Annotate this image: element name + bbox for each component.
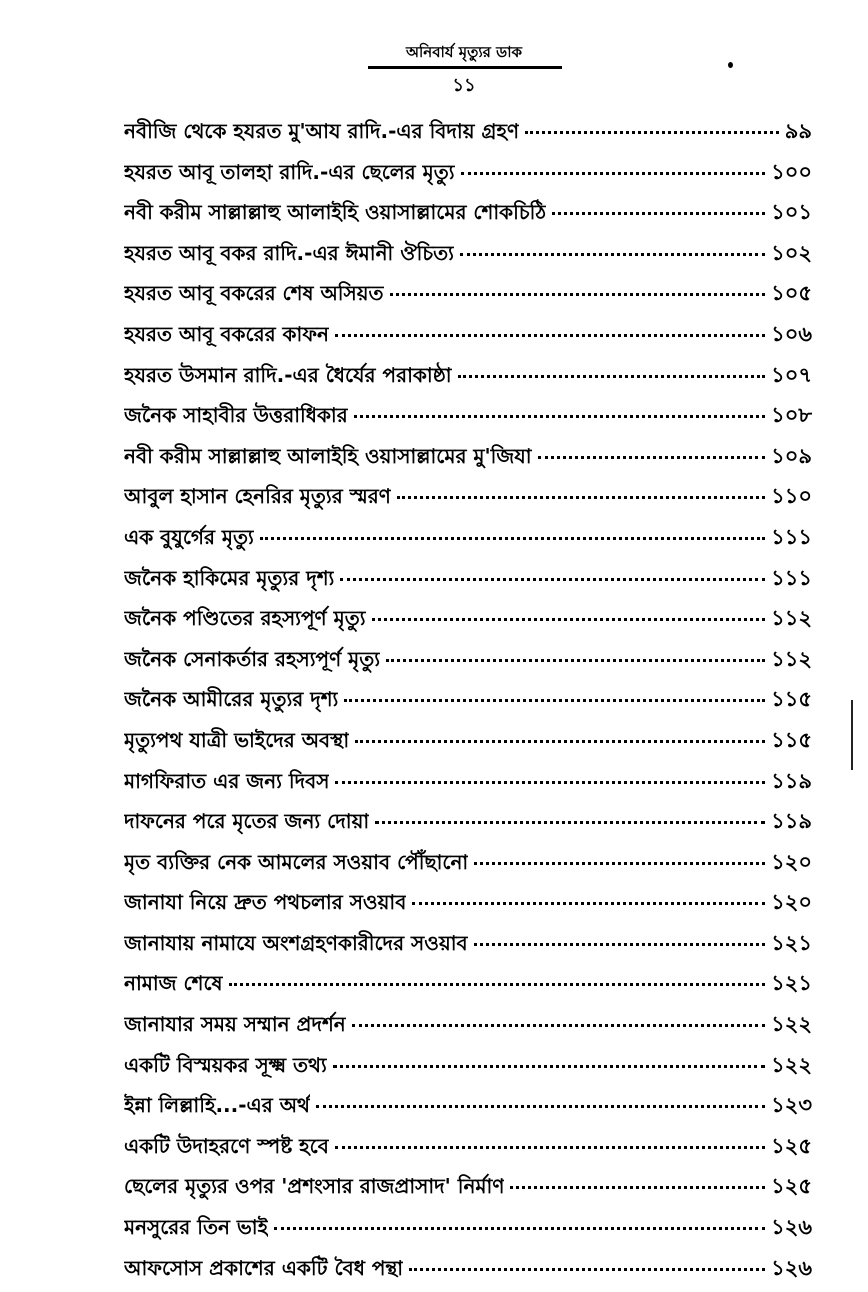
toc-entry-page: ১০২	[771, 240, 812, 265]
toc-entry	[124, 562, 812, 603]
toc-entry-title: জনৈক হাকিমের মৃত্যুর দৃশ্য	[124, 565, 335, 590]
dot-leader	[474, 943, 765, 946]
toc-entry	[124, 521, 812, 562]
toc-entry-title: নবীজি থেকে হযরত মু'আয রাদি.-এর বিদায় গ্রহণ	[124, 119, 520, 143]
toc-entry-page: ১২২	[771, 1012, 812, 1037]
toc-entry-title: জনৈক আমীরের মৃত্যুর দৃশ্য	[124, 687, 339, 712]
toc-entry-page: ১২০	[771, 849, 812, 874]
dot-leader	[354, 415, 765, 418]
dot-leader	[386, 659, 765, 662]
dot-leader	[316, 1105, 765, 1108]
toc-entry-title: নবী করীম সাল্লাল্লাহু আলাইহি ওয়াসাল্লামের শোকচিঠি	[124, 200, 547, 225]
toc-entry-page: ১১২	[771, 646, 812, 671]
toc-entry-title: মৃত ব্যক্তির নেক আমলের সওয়াব পৌঁছানো	[124, 849, 469, 874]
dot-leader	[335, 781, 765, 784]
toc-entry-title: দাফনের পরে মৃতের জন্য দোয়া	[124, 809, 370, 834]
toc-entry	[124, 967, 812, 1008]
toc-entry	[124, 1089, 812, 1130]
dot-leader	[510, 1186, 765, 1189]
dot-leader	[474, 862, 765, 865]
toc-entry-title: আবুল হাসান হেনরির মৃত্যুর স্মরণ	[124, 484, 391, 509]
toc-entry	[124, 805, 812, 846]
dot-leader	[390, 293, 766, 296]
toc-entry	[124, 1049, 812, 1090]
toc-entry-page: ১০৬	[771, 321, 812, 346]
toc-entry-page: ১১৫	[771, 687, 812, 712]
dot-leader	[375, 821, 765, 824]
dot-leader	[458, 375, 766, 378]
toc-entry-page: ১২১	[771, 971, 812, 996]
dot-leader	[335, 1146, 765, 1149]
toc-entry	[124, 846, 812, 887]
dot-leader	[260, 537, 765, 540]
dot-leader	[461, 172, 766, 175]
toc-entry-title: হযরত আবূ বকরের কাফন	[124, 321, 329, 346]
toc-entry-page: ১২৩	[771, 1093, 812, 1118]
toc-entry	[124, 886, 812, 927]
toc-entry-page: ১০৫	[771, 281, 812, 306]
toc-entry	[124, 683, 812, 724]
toc-entry-page: ১২০	[771, 890, 812, 915]
toc-entry-page: ১১৯	[771, 809, 812, 834]
table-of-contents	[124, 115, 812, 1292]
toc-entry-page: ১১২	[771, 606, 812, 631]
page-number: ১১	[452, 75, 476, 96]
toc-entry-title: জানাযার সময় সম্মান প্রদর্শন	[124, 1012, 346, 1037]
dot-leader	[355, 740, 765, 743]
toc-entry-page: ৯৯	[784, 119, 812, 143]
toc-entry	[124, 237, 812, 278]
scan-edge-mark	[851, 700, 853, 770]
toc-entry-title: জনৈক সাহাবীর উত্তরাধিকার	[124, 403, 348, 428]
dot-leader	[412, 902, 765, 905]
toc-entry-title: একটি বিস্ময়কর সূক্ষ্ম তথ্য	[124, 1052, 327, 1077]
dot-leader	[538, 456, 766, 459]
toc-entry-page: ১২৬	[771, 1215, 812, 1240]
toc-entry	[124, 1252, 812, 1292]
dot-leader	[333, 1065, 765, 1068]
dot-leader	[274, 1227, 765, 1230]
toc-entry	[124, 399, 812, 440]
toc-entry-page: ১১১	[771, 565, 812, 590]
toc-entry-title: মাগফিরাত এর জন্য দিবস	[124, 768, 330, 793]
toc-entry-page: ১০৭	[771, 362, 812, 387]
toc-entry-title: হযরত আবূ বকর রাদি.-এর ঈমানী ঔচিত্য	[124, 240, 454, 265]
dot-leader	[335, 334, 765, 337]
toc-entry	[124, 277, 812, 318]
toc-entry-title: জানাযা নিয়ে দ্রুত পথচলার সওয়াব	[124, 890, 407, 915]
toc-entry	[124, 318, 812, 359]
toc-entry-page: ১২৫	[771, 1174, 812, 1199]
dot-leader	[372, 618, 766, 621]
toc-entry-title: নামাজ শেষে	[124, 971, 223, 996]
toc-entry	[124, 115, 812, 156]
toc-entry	[124, 1008, 812, 1049]
header-rule	[368, 66, 562, 69]
toc-entry-page: ১০১	[771, 200, 812, 225]
toc-entry-title: জনৈক সেনাকর্তার রহস্যপূর্ণ মৃত্যু	[124, 646, 381, 671]
toc-entry-title: হযরত আবূ তালহা রাদি.-এর ছেলের মৃত্যু	[124, 159, 455, 184]
ink-speck	[728, 62, 733, 68]
toc-entry-page: ১২১	[771, 930, 812, 955]
dot-leader	[409, 1268, 765, 1271]
toc-entry-title: জনৈক পণ্ডিতের রহস্যপূর্ণ মৃত্যু	[124, 606, 366, 631]
toc-entry	[124, 440, 812, 481]
toc-entry-title: হযরত আবূ বকরের শেষ অসিয়ত	[124, 281, 384, 306]
toc-entry-page: ১১১	[771, 524, 812, 549]
toc-entry	[124, 1130, 812, 1171]
toc-entry-title: মৃত্যুপথ যাত্রী ভাইদের অবস্থা	[124, 727, 350, 752]
toc-entry-title: মনসুরের তিন ভাই	[124, 1215, 268, 1240]
toc-entry	[124, 1170, 812, 1211]
toc-entry	[124, 156, 812, 197]
toc-entry-title: আফসোস প্রকাশের একটি বৈধ পন্থা	[124, 1255, 404, 1280]
toc-entry-title: এক বুযুর্গের মৃত্যু	[124, 524, 254, 549]
toc-entry	[124, 602, 812, 643]
toc-entry	[124, 480, 812, 521]
running-head-title: অনিবার্য মৃত্যুর ডাক	[405, 43, 523, 61]
toc-entry-page: ১১০	[771, 484, 812, 509]
dot-leader	[229, 983, 766, 986]
toc-entry-page: ১২৬	[771, 1255, 812, 1280]
toc-entry-title: হযরত উসমান রাদি.-এর ধৈর্যের পরাকাষ্ঠা	[124, 362, 452, 387]
toc-entry	[124, 643, 812, 684]
toc-entry	[124, 724, 812, 765]
toc-entry-title: নবী করীম সাল্লাল্লাহু আলাইহি ওয়াসাল্লামের মু'জিযা	[124, 443, 532, 468]
toc-entry-title: একটি উদাহরণে স্পষ্ট হবে	[124, 1133, 329, 1158]
toc-entry	[124, 196, 812, 237]
toc-entry-title: জানাযায় নামাযে অংশগ্রহণকারীদের সওয়াব	[124, 930, 468, 955]
dot-leader	[525, 131, 779, 134]
toc-entry-page: ১২৫	[771, 1133, 812, 1158]
dot-leader	[352, 1024, 765, 1027]
dot-leader	[552, 212, 765, 215]
toc-entry-page: ১০৯	[771, 443, 812, 468]
toc-entry	[124, 765, 812, 806]
toc-entry-page: ১০০	[771, 159, 812, 184]
toc-entry-title: ছেলের মৃত্যুর ওপর 'প্রশংসার রাজপ্রাসাদ' নির্মাণ	[124, 1174, 505, 1199]
toc-entry-page: ১১৯	[771, 768, 812, 793]
dot-leader	[397, 496, 765, 499]
toc-entry	[124, 1211, 812, 1252]
dot-leader	[460, 253, 765, 256]
toc-entry	[124, 359, 812, 400]
toc-entry-page: ১১৫	[771, 727, 812, 752]
toc-entry	[124, 927, 812, 968]
toc-entry-page: ১০৮	[771, 403, 812, 428]
toc-entry-page: ১২২	[771, 1052, 812, 1077]
dot-leader	[344, 699, 765, 702]
dot-leader	[340, 578, 765, 581]
toc-entry-title: ইন্না লিল্লাহি...-এর অর্থ	[124, 1093, 311, 1118]
